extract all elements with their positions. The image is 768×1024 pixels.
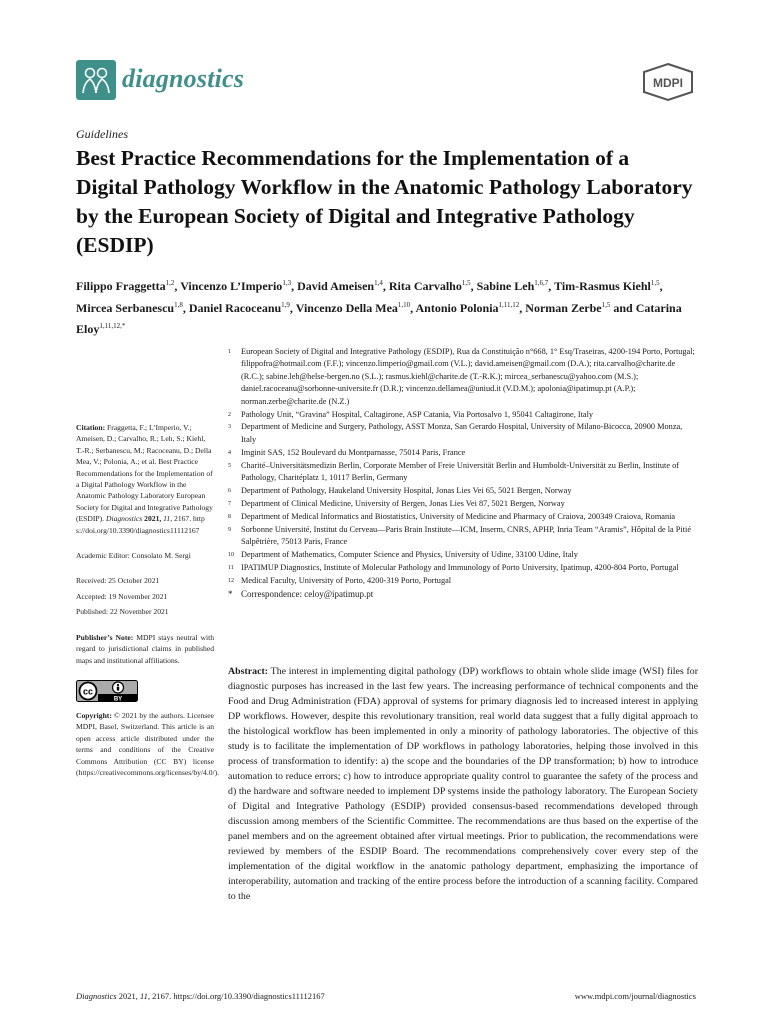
footer-journal: Diagnostics [76,991,117,1001]
affiliation-number: 9 [228,526,231,533]
author-name[interactable]: David Ameisen [297,279,375,293]
affiliation-number: 4 [228,449,231,456]
copyright-label: Copyright: [76,710,112,720]
affiliation-number: 11 [228,564,234,571]
affiliation-text: Pathology Unit, “Gravina” Hospital, Caltagirone, ASP Catania, Via Portosalvo 1, 95041 Caltagirone, Italy [241,409,594,419]
affiliation-text: European Society of Digital and Integrative Pathology (ESDIP), Rua da Constituição n°668, 1° Esq/Traseiras, 4200-194 Porto, Portugal; filippofra@hotmail.com (F.F.); vincenzo.limperio@gmail.com (V.L.); david.ameisen@gmail.com (D.A.); rita.carvalho@charite.de (R.C.); sabine.leh@helse-bergen.no (S.L.); rasmus.kiehl@charite.de (T.-R.K.); mircea_serbanescu@yahoo.com (M.S.); daniel.racoceanu@sorbonne-universite.fr (D.R.); vincenzo.dellamea@uniud.it (V.D.M.); apolonia@ipatimup.pt (A.P.); norman.zerbe@charite.de (N.Z.) [241,347,695,406]
author-name[interactable]: Vincenzo Della Mea [295,300,398,315]
author-name[interactable]: Norman Zerbe [525,300,602,315]
article-info-sidebar [76,422,220,788]
date-accepted: Accepted: 19 November 2021 [76,591,168,601]
author-name[interactable]: Mircea Serbanescu [76,300,175,315]
citation-year: 2021, [144,514,162,524]
cc-badge-label: cc [82,686,94,697]
affiliation-item [228,346,698,408]
affiliation-number: 7 [228,500,231,507]
affiliation-item [228,460,698,485]
citation-journal: Diagnostics [105,514,143,524]
affiliation-number: 6 [228,487,231,494]
affiliation-number: 12 [228,577,234,584]
author-name[interactable]: Antonio Polonia [415,300,499,315]
citation-label: Citation: [76,423,106,432]
paper-title: Best Practice Recommendations for the Implementation of a Digital Pathology Workflow in the Anatomic Pathology Laboratory by the European Society of Digital and Integrative Pathology (ESDIP) [76,146,693,257]
author-list: Filippo Fraggetta$^{1,2}$, Vincenzo L’Imperio$^{1,3}$, David Ameisen$^{1,4}$, Rita Carvalho$^{1,5}$, Sabine Leh$^{1,6,7}$, Tim-Rasmus Kiehl$^{1,5}$, Mircea Serbanescu$^{1,8}$, Daniel Racoceanu$^{1,9}$, Vincenzo Della Mea$^{1,10}$, Antonio Polonia$^{1,11,12}$, Norman Zerbe$^{1,5}$ and Catarina Eloy$^{1,11,12,*}$ [76,279,682,336]
author-affiliation-marks: 1,10 [397,300,411,309]
footer-year: 2021, [116,991,140,1001]
affiliation-text: Imginit SAS, 152 Boulevard du Montparnasse, 75014 Paris, France [241,447,466,457]
abstract-text: The interest in implementing digital pathology (DP) workflows to obtain whole slide image (WSI) files for diagnostic purposes has increased in the last few years. The increasing performance of technical components and the Food and Drug Administration (FDA) approval of systems for primary diagnosis led to increased interest in applying DP workflows. However, despite this revolutionary transition, real world data suggest that a fully digital approach to the histological workflow has been implemented in only a minority of pathology laboratories. The objective of this study is to facilitate the implementation of DP workflows in pathology laboratories, helping those involved in this process of transformation to identify: a) the scope and the boundaries of the DP transformation; b) how to introduce automation to reduce errors; c) how to introduce appropriate quality control to guarantee the safety of the process and d) the hardware and software needed to implement DP systems inside the pathology laboratory. The European Society of Digital and Integrative Pathology (ESDIP) provided consensus-based recommendations developed through discussion among members of the Scientific Committee. The recommendations are thus based on the expertise of the panel members and on the agreement obtained after virtual meetings. Prior to publication, the recommendations were reviewed by members of the ESDIP Board. The recommendations comprehensively cover every step of the implementation of the digital workflow in the anatomic pathology department, emphasizing the importance of interoperability, automation and tracking of the entire process before the introduction of a scanning facility. Compared to the [228,666,698,902]
diagnostics-logo-icon [76,60,116,100]
journal-name: diagnostics [122,64,245,93]
affiliation-text: Charité–Universitätsmedizin Berlin, Corporate Member of Freie Universität Berlin and Humboldt-Universität zu Berlin, Institute of Pathology, Charitéplatz 1, 10117 Berlin, Germany [241,460,680,483]
cc-by-label: BY [113,696,123,702]
publisher-note-label: Publisher’s Note: [76,632,134,642]
author-name[interactable]: Sabine Leh [476,279,535,293]
citation-volume: 11, [163,514,173,524]
date-published: Published: 22 November 2021 [76,607,169,617]
author-name[interactable]: Rita Carvalho [388,279,462,293]
author-affiliation-marks: 1,2 [165,279,175,287]
footer-doi[interactable]: , 2167. https://doi.org/10.3390/diagnostics11112167 [147,991,325,1001]
author-affiliation-marks: 1,5 [650,279,660,287]
footer-volume: 11 [140,991,148,1001]
affiliation-number: 8 [228,513,231,520]
article-type: Guidelines [76,127,128,141]
author-affiliation-marks: 1,9 [281,300,290,309]
citation-page: 2167. [174,514,192,524]
affiliation-item [228,409,698,421]
affiliation-item [228,575,698,587]
author-name[interactable]: Vincenzo L’Imperio [180,279,283,293]
affiliation-number: 10 [228,552,234,558]
affiliation-item [228,447,698,459]
author-name[interactable]: Filippo Fraggetta [76,279,166,293]
affiliation-number: 5 [228,462,231,469]
abstract [228,664,698,904]
affiliation-item [228,511,698,523]
affiliation-list [228,346,698,600]
affiliation-item [228,549,698,561]
author-name[interactable]: Tim-Rasmus Kiehl [554,279,651,293]
copyright-block [76,710,220,778]
cc-by-license-icon[interactable] [76,680,138,702]
affiliation-number: 1 [228,349,231,355]
author-affiliation-marks: 1,5 [601,300,611,309]
affiliation-item [228,524,698,549]
affiliation-number: 3 [228,424,231,431]
correspondence-mark: * [228,588,233,599]
dates-block [76,575,214,617]
author-conjunction: and [613,300,633,315]
mdpi-logo-icon [638,62,698,102]
correspondence [228,588,698,600]
affiliation-text: Department of Pathology, Haukeland University Hospital, Jonas Lies Vei 65, 5021 Bergen, Norway [241,485,572,495]
affiliation-text: Department of Medicine and Surgery, Pathology, ASST Monza, San Gerardo Hospital, University of Milano-Bicocca, 20900 Monza, Italy [241,422,683,444]
citation-block [76,422,214,536]
publisher-note [76,632,214,666]
affiliation-item [228,485,698,497]
publisher-note-text: MDPI stays neutral with regard to jurisdictional claims in published maps and institutional affiliations. [76,632,214,665]
author-affiliation-marks: 1,6,7 [534,279,549,287]
footer-citation [76,991,325,1001]
affiliation-number: 2 [228,411,231,418]
author-name[interactable]: Daniel Racoceanu [188,300,282,315]
author-affiliation-marks: 1,11,12 [498,300,520,309]
citation-text: Fraggetta, F.; L’Imperio, V.; Ameisen, D.; Carvalho, R.; Leh, S.; Kiehl, T.-R.; Serbanescu, M.; Racoceanu, D.; Della Mea, V.; Polonia, A.; et al. Best Practice Recommendations for the Implementation of a Digital Pathology Workflow in the Anatomic Pathology Laboratory European Society for Digital and Integrative Pathology (ESDIP). [76,423,213,524]
correspondence-text[interactable]: Correspondence: celoy@ipatimup.pt [241,588,374,599]
affiliation-item [228,498,698,510]
author-affiliation-marks: 1,3 [282,279,292,287]
affiliation-text: IPATIMUP Diagnostics, Institute of Molecular Pathology and Immunology of Porto University, Ipatimup, 4200-804 Porto, Portugal [241,562,679,572]
academic-editor: Academic Editor: Consolato M. Sergi [76,551,191,561]
date-received: Received: 25 October 2021 [76,576,160,586]
footer-journal-url[interactable]: www.mdpi.com/journal/diagnostics [574,991,696,1001]
affiliation-text: Sorbonne Université, Institut du Cerveau—Paris Brain Institute—ICM, Inserm, CNRS, APHP, Inria Team “Aramis”, Hôpital de la Pitié Salpêtrière, 75013 Paris, France [241,524,692,547]
abstract-label: Abstract: [228,666,269,677]
affiliation-item [228,562,698,574]
mdpi-logo-text: MDPI [653,76,683,90]
author-affiliation-marks: 1,8 [174,300,183,309]
author-affiliation-marks: 1,5 [461,279,471,287]
author-affiliation-marks: 1,4 [374,279,383,287]
citation-doi-link[interactable]: https://doi.org/10.3390/diagnostics11112167 [76,514,205,535]
journal-header [72,54,698,110]
affiliation-text: Department of Clinical Medicine, University of Bergen, Jonas Lies Vei 87, 5021 Bergen, Norway [241,498,565,508]
affiliation-item [228,421,698,446]
affiliation-text: Medical Faculty, University of Porto, 4200-319 Porto, Portugal [241,575,452,585]
author-name[interactable]: Catarina Eloy [76,300,682,336]
affiliation-text: Department of Mathematics, Computer Science and Physics, University of Udine, 33100 Udine, Italy [241,550,578,559]
copyright-text: © 2021 by the authors. Licensee MDPI, Basel, Switzerland. This article is an open access article distributed under the terms and conditions of the Creative Commons Attribution (CC BY) license (https://creativecommons.org/licenses/by/4.0/). [76,710,220,777]
affiliation-text: Department of Medical Informatics and Biostatistics, University of Medicine and Pharmacy of Craiova, 200349 Craiova, Romania [241,511,676,521]
author-affiliation-marks: 1,11,12,* [99,322,126,330]
